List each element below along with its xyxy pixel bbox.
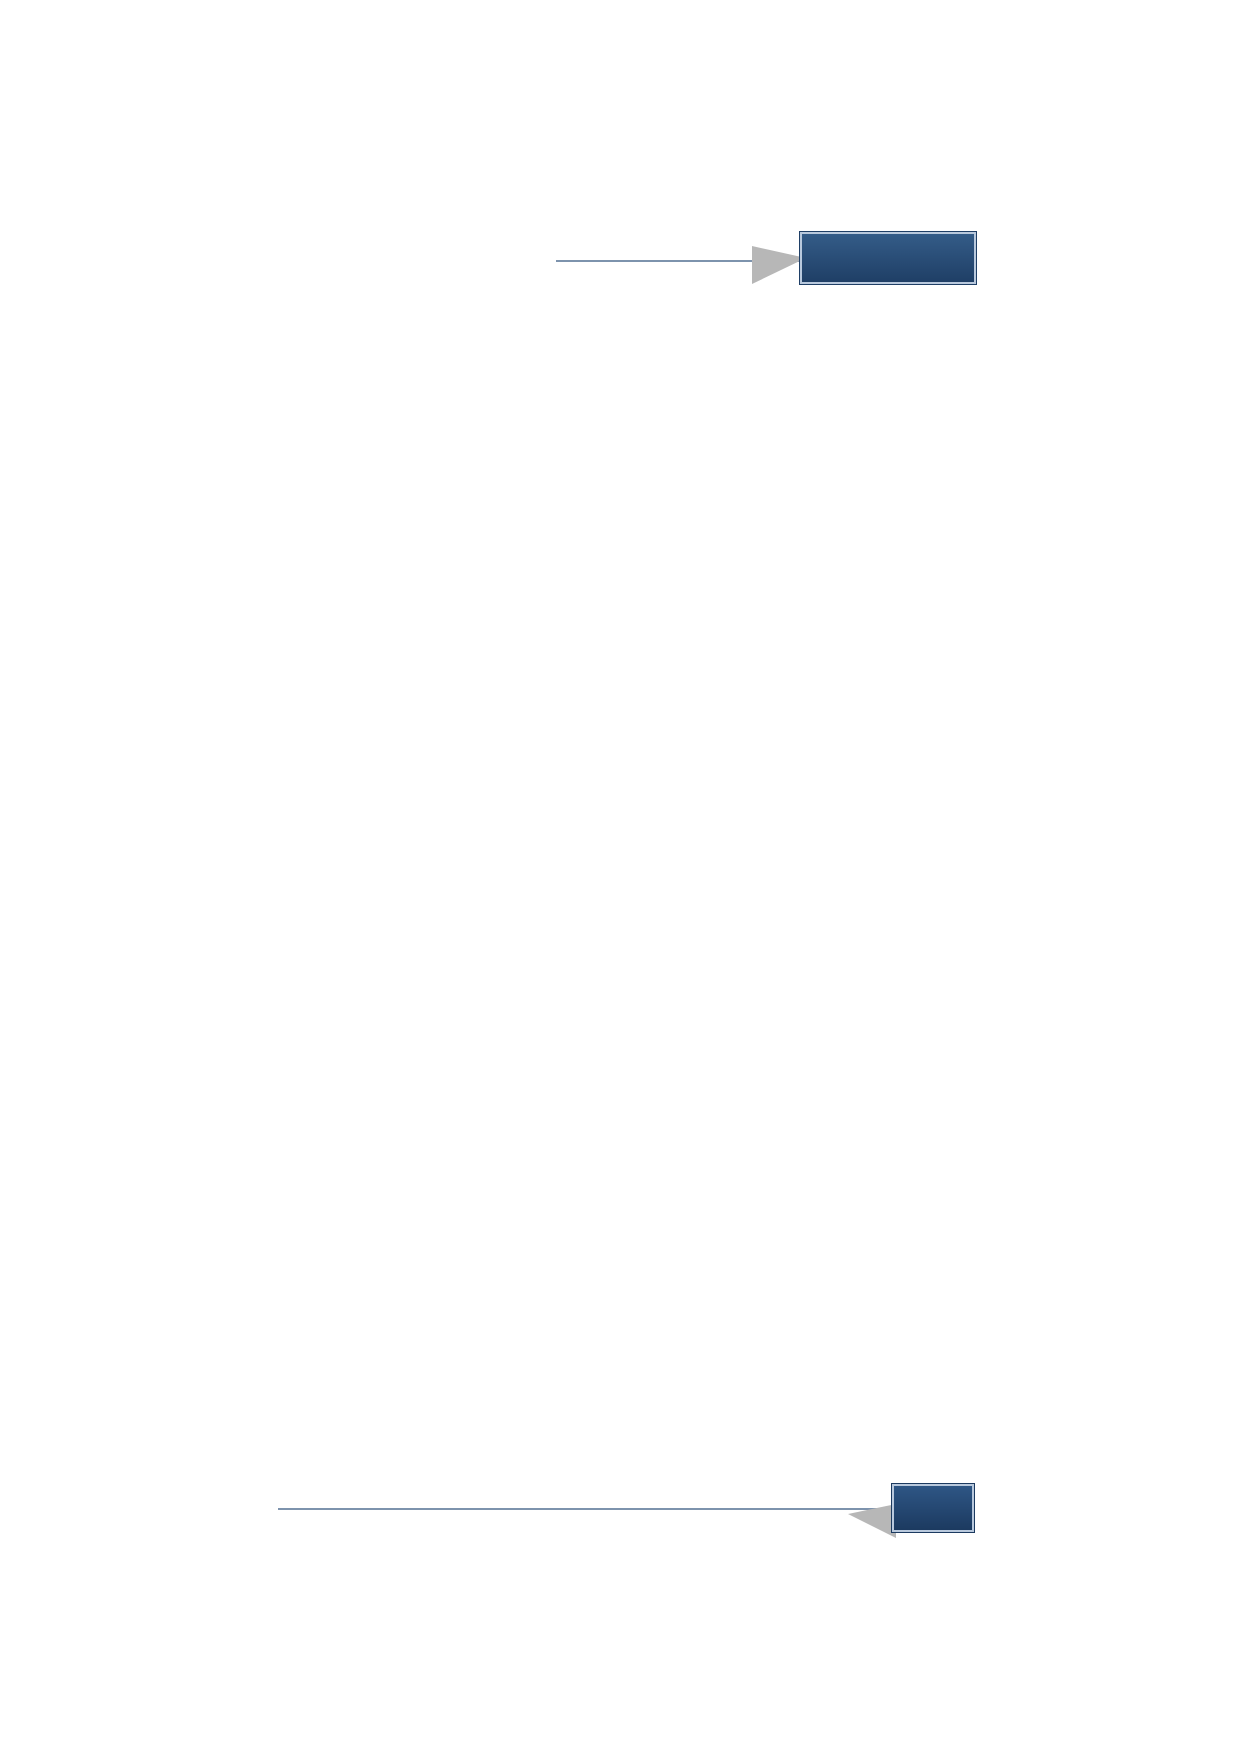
- page-content: [262, 306, 976, 1444]
- page-header: [260, 230, 976, 290]
- footer-divider: [278, 1508, 890, 1510]
- header-ribbon-shadow: [752, 246, 806, 284]
- lesson-label: [800, 232, 976, 284]
- footer-ribbon-shadow: [848, 1504, 896, 1538]
- page-number: [892, 1484, 974, 1532]
